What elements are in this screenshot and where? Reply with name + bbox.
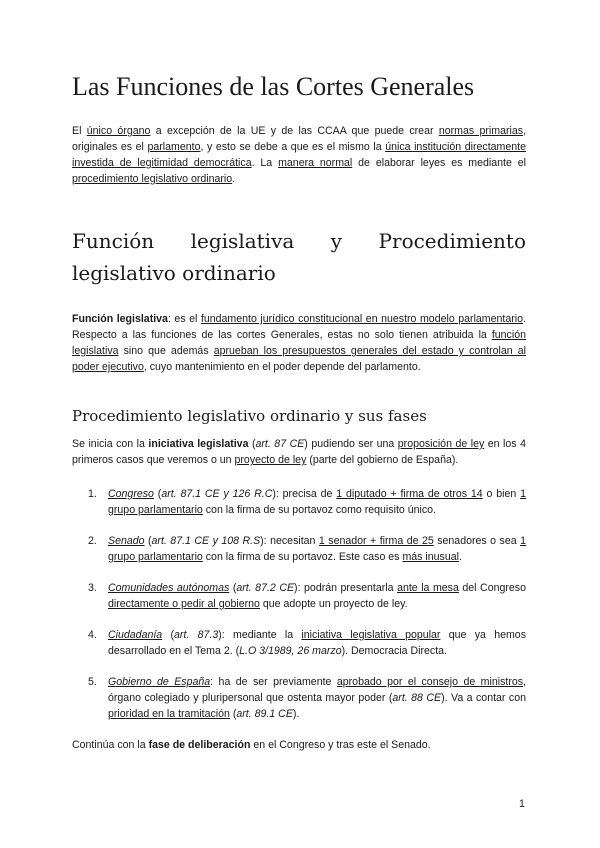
document-title: Las Funciones de las Cortes Generales bbox=[72, 72, 475, 101]
list-number: 3. bbox=[88, 582, 97, 594]
list-number: 2. bbox=[88, 535, 97, 547]
page-number: 1 bbox=[519, 798, 525, 810]
document-page bbox=[72, 70, 526, 753]
list-item: 1. Congreso (art. 87.1 CE y 126 R.C): precisa de 1 diputado + firma de otros 14 o bien 1 grupo parlamentario con la firma de su portavoz como requisito único. bbox=[88, 488, 526, 516]
list-item: 2. Senado (art. 87.1 CE y 108 R.S): necesitan 1 senador + firma de 25 senadores o sea 1 grupo parlamentario con la firma de su portavoz. Este caso es más inusual. bbox=[88, 535, 526, 563]
list-number: 4. bbox=[88, 629, 97, 641]
list-item: 3. Comunidades autónomas (art. 87.2 CE): podrán presentarla ante la mesa del Congreso directamente o pedir al gobierno que adopte un proyecto de ley. bbox=[88, 582, 526, 610]
procedimiento-intro-paragraph: Se inicia con la iniciativa legislativa (art. 87 CE) pudiendo ser una proposición de ley en los 4 primeros casos que veremos o un proyecto de ley (parte del gobierno de España). bbox=[72, 438, 526, 466]
iniciativa-list bbox=[72, 486, 526, 722]
closing-paragraph: Continúa con la fase de deliberación en el Congreso y tras este el Senado. bbox=[72, 739, 431, 751]
section-heading-procedimiento: Procedimiento legislativo ordinario y sus fases bbox=[72, 407, 427, 425]
funcion-legislativa-paragraph: Función legislativa: es el fundamento jurídico constitucional en nuestro modelo parlamentario. Respecto a las funciones de las cortes Generales, estas no solo tienen atribuida la función legislativa sino que además aprueban los presupuestos generales del estado y controlan al poder ejecutivo, cuyo mantenimiento en el poder depende del parlamento. bbox=[72, 313, 526, 373]
section-heading-funcion-legislativa: Función legislativa y Procedimiento legislativo ordinario bbox=[72, 229, 526, 285]
list-item: 5. Gobierno de España: ha de ser previamente aprobado por el consejo de ministros, órgano colegiado y pluripersonal que ostenta mayor poder (art. 88 CE). Va a contar con prioridad en la tramitación (art. 89.1 CE). bbox=[88, 676, 526, 720]
list-item: 4. Ciudadanía (art. 87.3): mediante la iniciativa legislativa popular que ya hemos desarrollado en el Tema 2. (L.O 3/1989, 26 marzo). Democracia Directa. bbox=[88, 629, 526, 657]
intro-paragraph: El único órgano a excepción de la UE y de las CCAA que puede crear normas primarias, originales es el parlamento, y esto se debe a que es el mismo la única institución directamente investida de legitimidad democrática. La manera normal de elaborar leyes es mediante el procedimiento legislativo ordinario. bbox=[72, 125, 527, 185]
list-number: 5. bbox=[88, 676, 97, 688]
list-number: 1. bbox=[88, 488, 97, 500]
